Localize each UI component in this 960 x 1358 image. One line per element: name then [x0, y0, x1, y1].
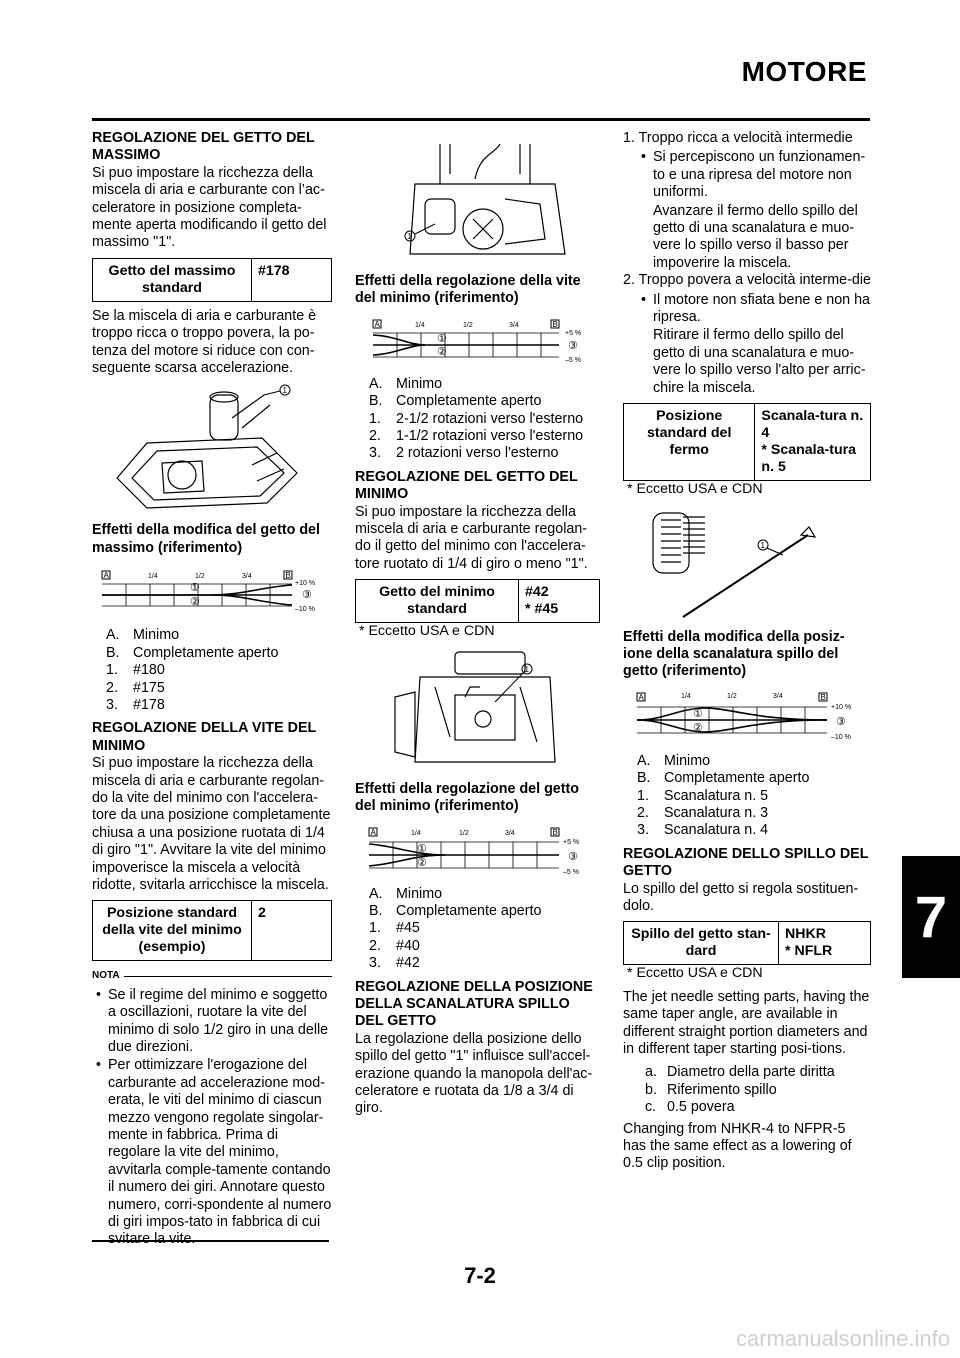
tick-label: 1/4 — [415, 321, 425, 329]
axis-label: +5 % — [563, 838, 580, 846]
tick-label: 3/4 — [773, 692, 783, 700]
legend — [637, 753, 871, 840]
legend-item: B. Completamente aperto — [637, 770, 810, 787]
spec-footnote: * Eccetto USA e CDN — [627, 965, 763, 982]
legend-item: 2. Scanalatura n. 3 — [637, 804, 769, 821]
paragraph: Si puo impostare la ricchezza della miscela di aria e carburante regolan-do il getto del minimo con l'accelera-tore ruotato di 1/4 di giro o meno "1". — [355, 503, 588, 572]
legend-item: b. Riferimento spillo — [645, 1081, 777, 1098]
tick-label: 1/2 — [195, 573, 205, 581]
bullet-item: • Il motore non sfiata bene e non ha ripresa. — [653, 292, 871, 327]
spec-footnote: * Eccetto USA e CDN — [627, 481, 763, 498]
legend-item: 3. Scanalatura n. 4 — [637, 822, 769, 839]
legend-item: 3. #178 — [106, 696, 165, 713]
indented-text: Ritirare il fermo dello spillo del getto di una scanalatura e muo-vere lo spillo verso l'alto per arric-chire la miscela. — [653, 327, 866, 396]
axis-label: –5 % — [565, 356, 581, 364]
paragraph: Lo spillo del getto si regola sostituen-dolo. — [623, 880, 859, 914]
legend-item: 3. 2 rotazioni verso l'esterno — [369, 445, 559, 462]
legend-item: 1. #45 — [369, 920, 420, 937]
figure-caption: Effetti della modifica della posiz-ione della scanalatura spillo del getto (riferimento) — [623, 628, 845, 680]
graph-label-a: A — [638, 692, 644, 702]
spec-key: Posizione standard della vite del minimo (esempio) — [93, 901, 252, 960]
legend-item: a. Diametro della parte diritta — [645, 1064, 835, 1081]
figure-caption: Effetti della regolazione del getto del minimo (riferimento) — [355, 780, 580, 815]
legend-item: 1. 2-1/2 rotazioni verso l'esterno — [369, 410, 584, 427]
legend-item: B. Completamente aperto — [106, 644, 279, 661]
legend — [106, 627, 332, 714]
watermark: carmanualsonline.info — [735, 1326, 950, 1351]
spec-key: Posizione standard del fermo — [624, 404, 755, 480]
callout-1: 1 — [524, 664, 529, 674]
list-item: 2. Troppo povera a velocità interme-die — [623, 272, 871, 289]
graph-label-b: B — [285, 571, 291, 581]
curve-label-3: ③ — [568, 850, 578, 863]
tick-label: 1/4 — [148, 573, 158, 581]
note-label: NOTA — [92, 967, 332, 984]
spec-key: Getto del massimo standard — [93, 259, 252, 301]
curve-label-2: ② — [417, 856, 427, 869]
spec-value: #178 — [258, 262, 290, 279]
main-jet-graph — [92, 563, 332, 623]
tick-label: 1/2 — [459, 829, 469, 837]
pilot-jet-graph — [355, 822, 600, 882]
legend-item: 2. #40 — [369, 937, 420, 954]
jet-needle-illustration — [623, 505, 871, 625]
legend-item: 2. 1-1/2 rotazioni verso l'esterno — [369, 428, 584, 445]
note-item: • Se il regime del minimo e soggetto a oscillazioni, ruotare la vite del minimo di solo 1/2 giro in una delle due direzioni. — [108, 987, 332, 1057]
curve-label-2: ② — [437, 345, 447, 358]
pilot-screw-illustration — [355, 144, 600, 269]
callout-1: 1 — [760, 540, 765, 550]
legend-item: 1. Scanalatura n. 5 — [637, 787, 769, 804]
tick-label: 1/2 — [463, 321, 473, 329]
curve-label-1: ① — [417, 842, 427, 855]
legend-item: 3. #42 — [369, 955, 420, 972]
spec-footnote: * Eccetto USA e CDN — [359, 623, 495, 640]
axis-label: +5 % — [565, 329, 582, 337]
bullet-item: • Si percepiscono un funzionamen-to e una ripresa del motore non uniformi. — [653, 149, 871, 201]
legend — [369, 376, 600, 463]
curve-label-1: ① — [190, 582, 200, 595]
legend-item: A. Minimo — [369, 885, 443, 902]
note-item: • Per ottimizzare l'erogazione del carburante ad accelerazione mod-erata, le viti del minimo di ciascun mezzo vengono regolate singolar-mente in fabbrica. Prima di regolare la vite del minimo, avvitarla comple-tamente contando il numero dei giri. Annotare questo numero, corri-spondente al numero di giri impos-tato in fabbrica di cui — [108, 1057, 332, 1248]
section-heading: REGOLAZIONE DELLO SPILLO DEL GETTO — [623, 845, 869, 880]
note-end-rule — [92, 1240, 329, 1242]
needle-clip-graph — [623, 687, 871, 749]
column-3 — [623, 130, 871, 1179]
legend-item: 1. #180 — [106, 662, 165, 679]
spec-value: #42 * #45 — [525, 584, 559, 618]
spec-value: 2 — [258, 905, 266, 922]
curve-label-2: ② — [190, 596, 200, 609]
graph-label-b: B — [820, 692, 826, 702]
page-number: 7-2 — [464, 1263, 496, 1288]
graph-label-a: A — [370, 827, 376, 837]
paragraph: Changing from NHKR-4 to NFPR-5 has the same effect as a lowering of 0.5 clip position. — [623, 1120, 852, 1172]
axis-label: –10 % — [831, 733, 851, 741]
legend-item: A. Minimo — [637, 752, 711, 769]
symptom-list — [623, 130, 871, 147]
note-list — [92, 987, 332, 1249]
spec-key: Spillo del getto stan-dard — [624, 922, 779, 964]
section-heading: REGOLAZIONE DELLA POSIZIONE DELLA SCANALATURA SPILLO DEL GETTO — [355, 978, 593, 1030]
spec-box — [92, 258, 332, 302]
legend-item: 2. #175 — [106, 679, 165, 696]
callout-1: 1 — [282, 386, 287, 396]
indented-text: Avanzare il fermo dello spillo del getto di una scanalatura e muo-vere lo spillo verso il basso per impoverire la miscela. — [653, 202, 858, 271]
paragraph: La regolazione della posizione dello spillo del getto "1" influisce sull'accel-erazione quando la manopola dell'ac-celeratore e ruotata da 1/8 a 3/4 di giro. — [355, 1030, 593, 1117]
bullet-list — [637, 149, 871, 201]
graph-label-a: A — [374, 319, 380, 329]
legend — [645, 1064, 871, 1116]
curve-label-3: ③ — [568, 339, 578, 352]
paragraph: Se la miscela di aria e carburante è troppo ricca o troppo povera, la po-tenza del motore si riduce con con-seguente scarsa accelerazione. — [92, 307, 317, 377]
column-2 — [355, 140, 600, 1124]
curve-label-1: ① — [693, 707, 703, 720]
page-title: MOTORE — [741, 56, 867, 87]
tick-label: 1/4 — [411, 829, 421, 837]
spec-key: Getto del minimo standard — [356, 580, 519, 622]
legend-item: B. Completamente aperto — [369, 393, 542, 410]
spec-value: Scanala-tura n. 4 * Scanala-tura n. 5 — [761, 408, 864, 476]
curve-label-3: ③ — [302, 589, 312, 602]
column-1 — [92, 130, 332, 1250]
curve-label-2: ② — [693, 721, 703, 734]
spec-box — [623, 921, 871, 965]
spec-box — [355, 579, 600, 623]
legend-item: c. 0.5 povera — [645, 1099, 735, 1116]
legend-item: B. Completamente aperto — [369, 902, 542, 919]
header-rule — [92, 118, 870, 121]
section-heading: REGOLAZIONE DEL GETTO DEL MINIMO — [355, 468, 578, 503]
symptom-list — [623, 272, 871, 289]
legend — [369, 886, 600, 973]
section-heading: REGOLAZIONE DELLA VITE DEL MINIMO — [92, 720, 316, 754]
paragraph: Si puo impostare la ricchezza della miscela di aria e carburante con l’ac-celeratore in posizione completa-mente aperta modificando il getto del massimo "1". — [92, 164, 327, 251]
paragraph: The jet needle setting parts, having the same taper angle, are available in different straight portion diameters and in different taper starting posi-tions. — [623, 988, 870, 1057]
legend-item: A. Minimo — [369, 375, 443, 392]
pilot-screw-graph — [355, 314, 600, 372]
spec-box — [623, 403, 871, 481]
spec-value: NHKR * NFLR — [785, 926, 833, 960]
paragraph: Si puo impostare la ricchezza della miscela di aria e carburante regolan-do la vite del minimo con l'accelera-tore da una posizione completamente chiusa a una posizione ruotata di 1/4 di giro "1". Avvitare la vite del minimo impoverisce la miscela a velocità ridotte, svitarla arricchisce la miscela. — [92, 755, 331, 893]
spec-box — [92, 900, 332, 961]
pilot-jet-illustration — [355, 647, 600, 777]
main-jet-illustration — [92, 383, 332, 518]
chapter-tab: 7 — [902, 856, 960, 978]
tick-label: 3/4 — [509, 321, 519, 329]
graph-label-b: B — [552, 319, 558, 329]
figure-caption: Effetti della modifica del getto del massimo (riferimento) — [92, 522, 320, 556]
legend-item: A. Minimo — [106, 627, 180, 644]
axis-label: +10 % — [831, 703, 852, 711]
list-item: 1. Troppo ricca a velocità intermedie — [623, 130, 853, 146]
curve-label-3: ③ — [836, 715, 846, 728]
axis-label: –10 % — [295, 606, 315, 614]
tick-label: 3/4 — [242, 573, 252, 581]
tick-label: 1/2 — [727, 692, 737, 700]
figure-caption: Effetti della regolazione della vite del minimo (riferimento) — [355, 273, 581, 307]
callout-1: 1 — [407, 232, 412, 241]
bullet-list — [637, 292, 871, 327]
graph-label-b: B — [552, 827, 558, 837]
axis-label: +10 % — [295, 580, 316, 588]
curve-label-1: ① — [437, 332, 447, 345]
graph-label-a: A — [103, 571, 109, 581]
tick-label: 3/4 — [505, 829, 515, 837]
tick-label: 1/4 — [681, 692, 691, 700]
axis-label: –5 % — [563, 868, 579, 876]
section-heading: REGOLAZIONE DEL GETTO DEL MASSIMO — [92, 130, 315, 164]
